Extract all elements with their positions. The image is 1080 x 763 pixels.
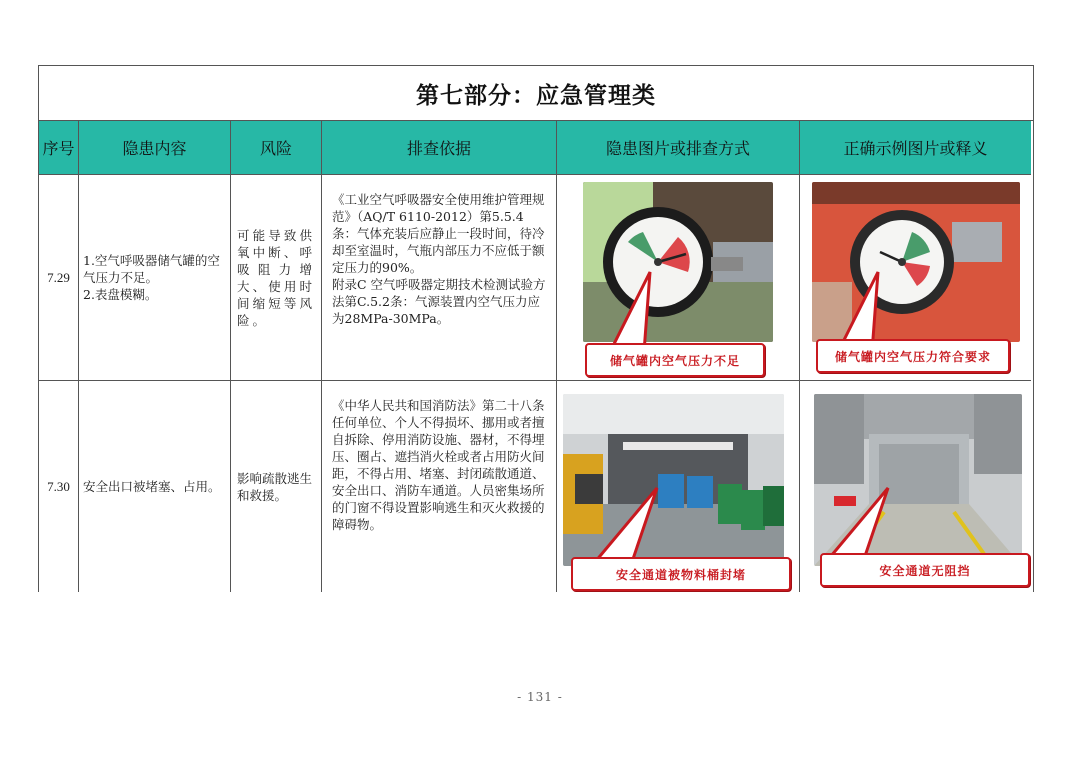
section-title: 第七部分：应急管理类	[39, 66, 1033, 121]
header-correct-image: 正确示例图片或释义	[800, 121, 1031, 175]
header-hazard-image: 隐患图片或排查方式	[557, 121, 800, 175]
row-7-29-hazard-line-1: 1.空气呼吸器储气罐的空气压力不足。	[83, 253, 220, 285]
page-number: - 131 -	[517, 690, 563, 704]
row-7-29-risk	[231, 175, 322, 381]
header-basis: 排查依据	[322, 121, 557, 175]
header-hazard: 隐患内容	[79, 121, 231, 175]
row-7-29-hazard	[79, 175, 231, 381]
row-7-29-basis	[322, 175, 557, 381]
callout-pointer	[587, 486, 667, 566]
row-7-29-hazard-image	[557, 175, 800, 381]
hazard-caption: 安全通道被物料桶封堵	[571, 557, 791, 591]
correct-caption: 储气罐内空气压力符合要求	[816, 339, 1010, 373]
row-7-29-correct-image	[800, 175, 1031, 381]
row-7-29-basis-1: 《工业空气呼吸器安全使用维护管理规范》（AQ/T 6110-2012）第5.5.4条：气体充装后应静止一段时间，待冷却至室温时，气瓶内部压力不应低于额定压力的90%。	[332, 192, 545, 275]
row-7-30-risk: 影响疏散逃生和救援。	[231, 381, 322, 592]
row-7-30-hazard: 安全出口被堵塞、占用。	[79, 381, 231, 592]
row-7-30-hazard-image	[557, 381, 800, 592]
row-7-29-risk-text: 可能导致供氧中断、呼吸阻力增大、使用时间缩短等风险。	[237, 227, 315, 328]
header-no: 序号	[39, 121, 79, 175]
hazard-table	[38, 65, 1034, 592]
row-7-29-no: 7.29	[39, 175, 79, 381]
row-7-30-correct-image	[800, 381, 1031, 592]
correct-caption: 安全通道无阻挡	[820, 553, 1030, 587]
row-7-29-basis-2: 附录C 空气呼吸器定期技术检测试验方法第C.5.2条：气源装置内空气压力应为28MPa-30MPa。	[332, 277, 546, 326]
row-7-29-hazard-line-2: 2.表盘模糊。	[83, 287, 158, 302]
row-7-30-no: 7.30	[39, 381, 79, 592]
header-risk: 风险	[231, 121, 322, 175]
row-7-30-basis: 《中华人民共和国消防法》第二十八条 任何单位、个人不得损坏、挪用或者擅自拆除、停用消防设施、器材，不得埋压、圈占、遮挡消火栓或者占用防火间距，不得占用、堵塞、封闭疏散通道、安全出口、消防车通道。人员密集场所的门窗不得设置影响逃生和灭火救援的障碍物。	[322, 381, 557, 592]
hazard-caption: 储气罐内空气压力不足	[585, 343, 765, 377]
